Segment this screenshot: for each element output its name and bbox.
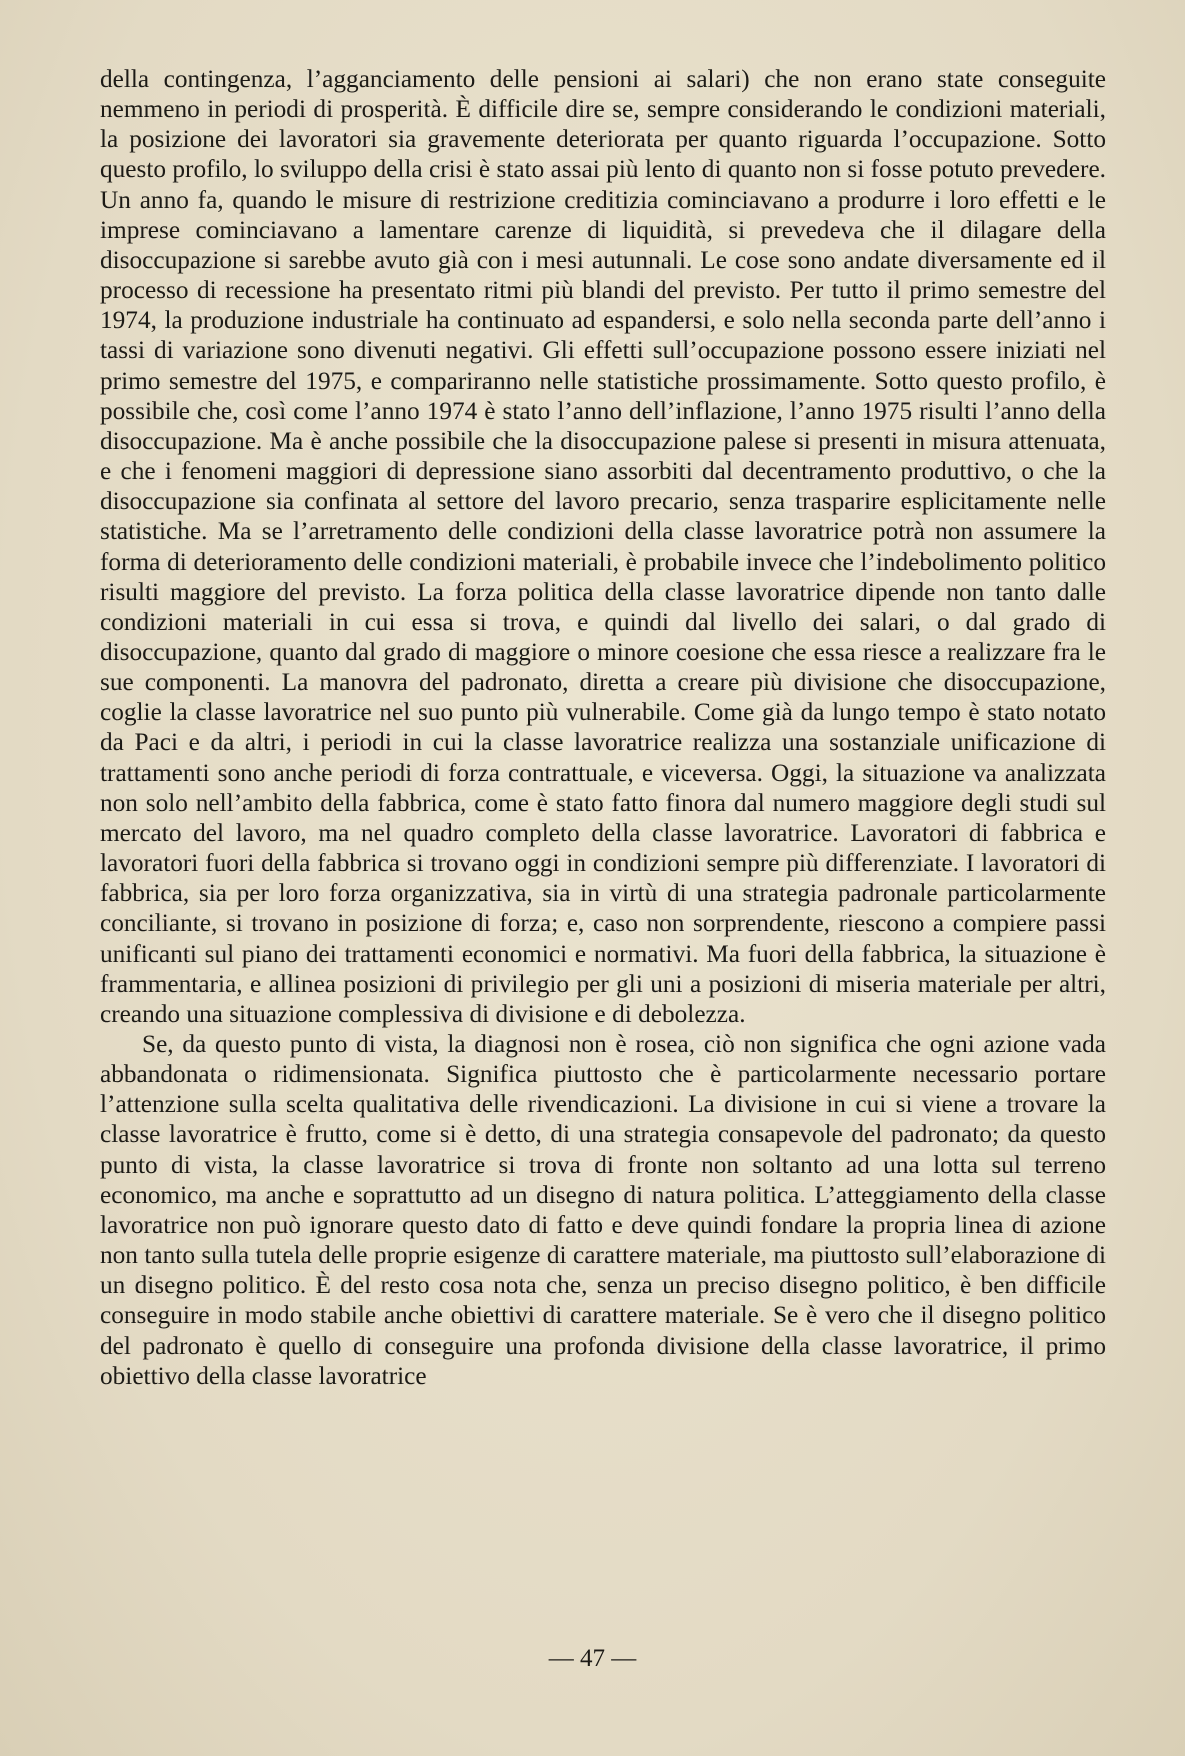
page-number: — 47 —	[548, 1645, 637, 1672]
paragraph-continuation: della contingenza, l’agganciamento delle pensioni ai salari) che non erano state conseguite nemmeno in periodi di prosperità. È difficile dire se, sempre considerando le condizioni materiali, la posizione dei lavoratori sia gravemente deteriorata per quanto riguarda l’occupazione. Sotto questo profilo, lo sviluppo della crisi è stato assai più lento di quanto non si fosse potuto prevedere. Un anno fa, quando le misure di restrizione creditizia cominciavano a produrre i loro effetti e le imprese cominciavano a lamentare carenze di liquidità, si prevedeva che il dilagare della disoccupazione si sarebbe avuto già con i mesi autunnali. Le cose sono andate diversamente ed il processo di recessione ha presentato ritmi più blandi del previsto. Per tutto il primo semestre del 1974, la produzione industriale ha continuato ad espandersi, e solo nella seconda parte dell’anno i tassi di variazione sono divenuti negativi. Gli effetti sull’occupazione possono essere iniziati nel primo semestre del 1975, e compariranno nelle statistiche prossimamente. Sotto questo profilo, è possibile che, così come l’anno 1974 è stato l’anno dell’inflazione, l’anno 1975 risulti l’anno della disoccupazione. Ma è anche possibile che la disoccupazione palese si presenti in misura attenuata, e che i fenomeni maggiori di depressione siano assorbiti dal decentramento produttivo, o che la disoccupazione sia confinata al settore del lavoro precario, senza trasparire esplicitamente nelle statistiche. Ma se l’arretramento delle condizioni della classe lavoratrice potrà non assumere la forma di deterioramento delle condizioni materiali, è probabile invece che l’indebolimento politico risulti maggiore del previsto. La forza politica della classe lavoratrice dipende non tanto dalle condizioni materiali in cui essa si trova, e quindi dal livello dei salari, o dal grado di disoccupazione, quanto dal grado di maggiore o minore coesione che essa riesce a realizzare fra le sue componenti. La manovra del padronato, diretta a creare più divisione che disoccupazione, coglie la classe lavoratrice nel suo punto più vulnerabile. Come già da lungo tempo è stato notato da Paci e da altri, i periodi in cui la classe lavoratrice realizza una sostanziale unificazione di trattamenti sono anche periodi di forza contrattuale, e viceversa. Oggi, la situazione va analizzata non solo nell’ambito della fabbrica, come è stato fatto finora dal numero maggiore degli studi sul mercato del lavoro, ma nel quadro completo della classe lavoratrice. Lavoratori di fabbrica e lavoratori fuori della fabbrica si trovano oggi in condizioni sempre più differenziate. I lavoratori di fabbrica, sia per loro forza organizzativa, sia in virtù di una strategia padronale particolarmente conciliante, si trovano in posizione di forza; e, caso non sorprendente, riescono a compiere passi unificanti sul piano dei trattamenti economici e normativi. Ma fuori della fabbrica, la situazione è frammentaria, e allinea posizioni di privilegio per gli uni a posizioni di miseria materiale per altri, creando una situazione complessiva di divisione e di debolezza.	[100, 65, 1106, 1028]
body-text	[100, 64, 1106, 1391]
paragraph-diagnosi: Se, da questo punto di vista, la diagnosi non è rosea, ciò non significa che ogni azione vada abbandonata o ridimensionata. Significa piuttosto che è particolarmente necessario portare l’attenzione sulla scelta qualitativa delle rivendicazioni. La divisione in cui si viene a trovare la classe lavoratrice è frutto, come si è detto, di una strategia consapevole del padronato; da questo punto di vista, la classe lavoratrice si trova di fronte non soltanto ad una lotta sul terreno economico, ma anche e soprattutto ad un disegno di natura politica. L’atteggiamento della classe lavoratrice non può ignorare questo dato di fatto e deve quindi fondare la propria linea di azione non tanto sulla tutela delle proprie esigenze di carattere materiale, ma piuttosto sull’elaborazione di un disegno politico. È del resto cosa nota che, senza un preciso disegno politico, è ben difficile conseguire in modo stabile anche obiettivi di carattere materiale. Se è vero che il disegno politico del padronato è quello di conseguire una profonda divisione della classe lavoratrice, il primo obiettivo della classe lavoratrice	[100, 1030, 1106, 1390]
